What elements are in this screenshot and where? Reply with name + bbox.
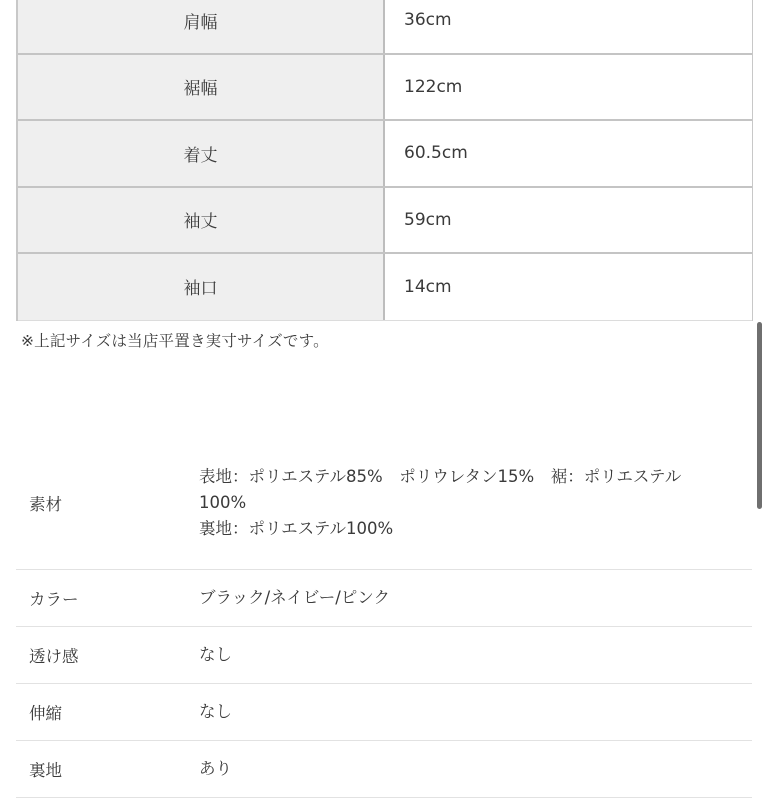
- spec-label: 素材: [29, 495, 62, 514]
- size-label: 袖丈: [18, 188, 385, 253]
- spec-row-stretch: [16, 684, 752, 741]
- spec-label: 透け感: [29, 647, 79, 666]
- material-line: 100%: [199, 493, 247, 512]
- spec-value: なし: [199, 645, 232, 664]
- size-label: 肩幅: [18, 0, 385, 53]
- spec-label: 裏地: [29, 761, 62, 780]
- size-value: 14cm: [385, 254, 752, 320]
- scrollbar-thumb[interactable]: [757, 322, 762, 509]
- spec-value: ブラック/ネイビー/ピンク: [199, 588, 390, 607]
- size-label: 着丈: [18, 121, 385, 186]
- spec-row-color: [16, 570, 752, 627]
- material-line: 裏地：ポリエステル100%: [199, 519, 394, 538]
- size-row-hem-width: [18, 55, 752, 122]
- spec-value: なし: [199, 702, 232, 721]
- size-row-shoulder: [18, 0, 752, 55]
- spec-value: あり: [199, 759, 232, 778]
- size-label: 袖口: [18, 254, 385, 320]
- size-row-length: [18, 121, 752, 188]
- spec-label: 伸縮: [29, 704, 62, 723]
- spec-row-material: [16, 437, 752, 570]
- size-row-sleeve-length: [18, 188, 752, 255]
- material-line: 表地：ポリエステル85% ポリウレタン15% 裾：ポリエステル: [199, 467, 682, 486]
- size-value: 60.5cm: [385, 121, 752, 186]
- size-note: ※上記サイズは当店平置き実寸サイズです。: [21, 332, 329, 350]
- spec-row-sheerness: [16, 627, 752, 684]
- spec-value: [199, 464, 752, 542]
- size-value: 36cm: [385, 0, 752, 53]
- size-row-cuff: [18, 254, 752, 321]
- size-value: 59cm: [385, 188, 752, 253]
- size-label: 裾幅: [18, 55, 385, 120]
- spec-row-lining: [16, 741, 752, 798]
- spec-table: [16, 437, 752, 798]
- spec-label: カラー: [29, 590, 79, 609]
- size-value: 122cm: [385, 55, 752, 120]
- size-table: [16, 0, 753, 321]
